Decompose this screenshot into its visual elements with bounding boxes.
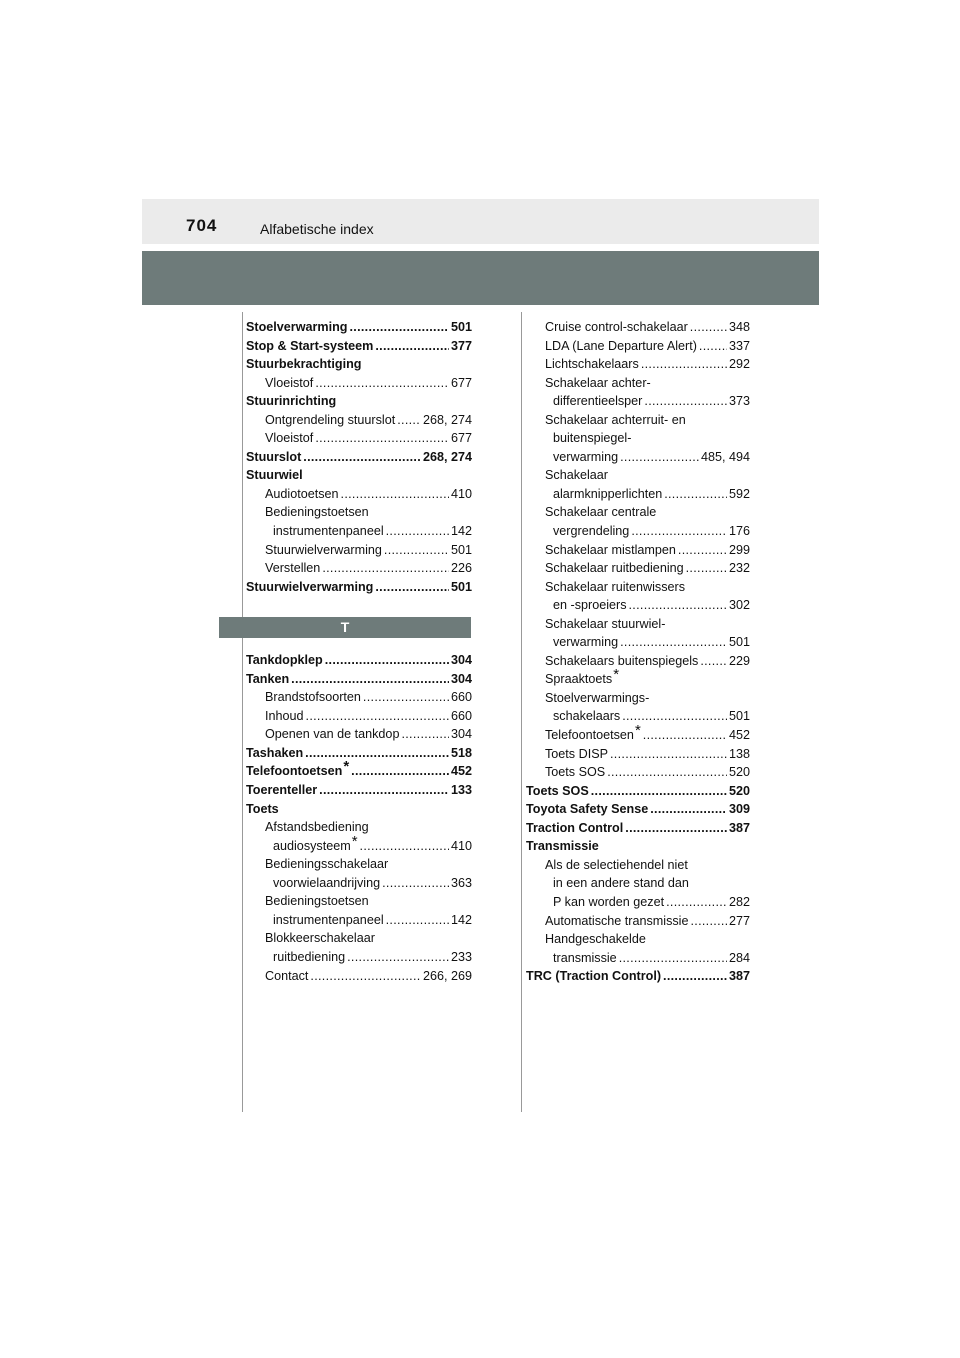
index-term: Toyota Safety Sense bbox=[526, 802, 649, 817]
dot-leader bbox=[629, 596, 727, 615]
index-term: transmissie bbox=[553, 950, 617, 965]
page-reference: 133 bbox=[450, 783, 472, 798]
dot-leader bbox=[386, 911, 449, 930]
index-group-t-continued bbox=[526, 318, 750, 986]
index-term: Als de selectiehendel niet bbox=[545, 857, 688, 872]
dot-leader bbox=[349, 318, 449, 337]
page-reference: 410 bbox=[450, 486, 472, 501]
index-term: Transmissie bbox=[526, 839, 599, 854]
dot-leader bbox=[631, 522, 727, 541]
index-entry bbox=[526, 355, 750, 374]
index-entry bbox=[246, 818, 472, 837]
page-reference: 660 bbox=[450, 690, 472, 705]
dot-leader bbox=[620, 633, 727, 652]
index-entry bbox=[526, 559, 750, 578]
index-term: Toets bbox=[246, 801, 279, 816]
dot-leader bbox=[666, 893, 727, 912]
header-band bbox=[142, 251, 819, 305]
page-reference: 138 bbox=[728, 746, 750, 761]
index-term: differentieelsper bbox=[553, 394, 643, 409]
index-term: Vloeistof bbox=[265, 431, 314, 446]
dot-leader bbox=[303, 448, 421, 467]
column-divider-middle bbox=[521, 312, 522, 1112]
index-entry bbox=[526, 930, 750, 949]
page-reference: 337 bbox=[728, 338, 750, 353]
dot-leader bbox=[384, 541, 449, 560]
index-entry bbox=[526, 503, 750, 522]
dot-leader bbox=[315, 374, 449, 393]
page-reference: 387 bbox=[728, 969, 750, 984]
index-term: Automatische transmissie bbox=[545, 913, 689, 928]
index-term: P kan worden gezet bbox=[553, 894, 665, 909]
page-reference: 677 bbox=[450, 431, 472, 446]
index-entry bbox=[526, 893, 750, 912]
dot-leader bbox=[620, 448, 699, 467]
dot-leader bbox=[363, 688, 449, 707]
index-entry bbox=[246, 485, 472, 504]
page-reference: 277 bbox=[728, 913, 750, 928]
index-term: Brandstofsoorten bbox=[265, 690, 361, 705]
index-entry bbox=[246, 670, 472, 689]
index-term: Telefoontoetsen bbox=[246, 764, 343, 779]
index-entry bbox=[246, 651, 472, 670]
index-entry bbox=[526, 485, 750, 504]
dot-leader bbox=[610, 745, 727, 764]
header-bar bbox=[142, 199, 819, 244]
dot-leader bbox=[678, 541, 727, 560]
page-reference: 232 bbox=[728, 561, 750, 576]
index-term: Stoelverwarming bbox=[246, 320, 348, 334]
dot-leader bbox=[386, 522, 449, 541]
page-reference: 501 bbox=[728, 709, 750, 724]
index-entry bbox=[526, 448, 750, 467]
dot-leader bbox=[700, 652, 727, 671]
index-term: Schakelaar stuurwiel- bbox=[545, 616, 666, 631]
page-reference: 268, 274 bbox=[422, 412, 472, 427]
index-term: Schakelaars buitenspiegels bbox=[545, 653, 699, 668]
asterisk-mark: * bbox=[343, 758, 350, 776]
index-term: audiosysteem bbox=[273, 838, 351, 853]
index-entry bbox=[526, 318, 750, 337]
index-term: verwarming bbox=[553, 635, 619, 650]
index-entry bbox=[246, 725, 472, 744]
index-entry bbox=[246, 832, 472, 856]
page-reference: 501 bbox=[728, 635, 750, 650]
index-entry bbox=[526, 837, 750, 856]
dot-leader bbox=[643, 726, 727, 745]
index-entry bbox=[526, 337, 750, 356]
index-term: Stuurwiel bbox=[246, 468, 303, 483]
index-entry bbox=[246, 948, 472, 967]
page-reference: 292 bbox=[728, 357, 750, 372]
index-term: Bedieningstoetsen bbox=[265, 894, 369, 909]
dot-leader bbox=[664, 485, 727, 504]
dot-leader bbox=[591, 782, 727, 801]
index-entry bbox=[526, 819, 750, 838]
dot-leader bbox=[690, 318, 727, 337]
index-entry bbox=[246, 503, 472, 522]
index-term: Cruise control-schakelaar bbox=[545, 320, 688, 334]
index-term: Stuurslot bbox=[246, 449, 302, 464]
dot-leader bbox=[341, 485, 449, 504]
index-term: Tanken bbox=[246, 671, 290, 686]
page-reference: 501 bbox=[450, 579, 472, 594]
dot-leader bbox=[375, 578, 449, 597]
index-entry bbox=[246, 929, 472, 948]
index-term: Telefoontoetsen bbox=[545, 728, 634, 743]
index-term: Stuurwielverwarming bbox=[265, 542, 382, 557]
index-term: Openen van de tankdop bbox=[265, 727, 400, 742]
index-term: Toets SOS bbox=[545, 765, 606, 780]
index-entry bbox=[246, 800, 472, 819]
page-reference: 233 bbox=[450, 949, 472, 964]
index-entry bbox=[526, 578, 750, 597]
asterisk-mark: * bbox=[634, 722, 641, 740]
index-entry bbox=[526, 411, 750, 430]
dot-leader bbox=[663, 967, 727, 986]
index-entry bbox=[246, 374, 472, 393]
index-entry bbox=[526, 596, 750, 615]
index-entry bbox=[246, 855, 472, 874]
dot-leader bbox=[315, 429, 449, 448]
index-entry bbox=[526, 745, 750, 764]
index-group-s bbox=[246, 318, 472, 596]
index-entry bbox=[246, 874, 472, 893]
index-entry bbox=[526, 949, 750, 968]
asterisk-mark: * bbox=[613, 666, 620, 684]
dot-leader bbox=[351, 762, 449, 781]
index-entry bbox=[246, 967, 472, 986]
index-term: Afstandsbediening bbox=[265, 820, 369, 835]
page-reference: 304 bbox=[450, 727, 472, 742]
index-term: Spraaktoets bbox=[545, 672, 613, 687]
page-reference: 142 bbox=[450, 912, 472, 927]
index-entry bbox=[526, 633, 750, 652]
page-reference: 485, 494 bbox=[700, 449, 750, 464]
index-term: Schakelaar bbox=[545, 468, 609, 483]
index-term: Tankdopklep bbox=[246, 653, 323, 668]
index-term: Tashaken bbox=[246, 745, 304, 760]
dot-leader bbox=[347, 948, 449, 967]
dot-leader bbox=[375, 337, 449, 356]
index-term: instrumentenpaneel bbox=[273, 524, 384, 539]
dot-leader bbox=[641, 355, 727, 374]
index-term: Bedieningsschakelaar bbox=[265, 857, 389, 872]
index-entry bbox=[526, 874, 750, 893]
index-term: Stuurbekrachtiging bbox=[246, 357, 362, 372]
index-entry bbox=[526, 392, 750, 411]
index-entry bbox=[526, 722, 750, 745]
index-entry bbox=[246, 337, 472, 356]
page-reference: 284 bbox=[728, 950, 750, 965]
page-reference: 348 bbox=[728, 320, 750, 334]
letter-divider-t: T bbox=[219, 617, 471, 638]
index-group-t bbox=[246, 651, 472, 985]
index-term: instrumentenpaneel bbox=[273, 912, 384, 927]
page-reference: 501 bbox=[450, 320, 472, 334]
dot-leader bbox=[619, 949, 727, 968]
page-reference: 410 bbox=[450, 838, 472, 853]
index-term: Lichtschakelaars bbox=[545, 357, 639, 372]
dot-leader bbox=[322, 559, 449, 578]
dot-leader bbox=[382, 874, 449, 893]
page-reference: 501 bbox=[450, 542, 472, 557]
page-reference: 176 bbox=[728, 524, 750, 539]
page-reference: 660 bbox=[450, 708, 472, 723]
index-term: vergrendeling bbox=[553, 524, 630, 539]
index-term: Ontgrendeling stuurslot bbox=[265, 412, 396, 427]
dot-leader bbox=[306, 707, 449, 726]
page-reference: 304 bbox=[450, 671, 472, 686]
index-entry bbox=[246, 688, 472, 707]
index-entry bbox=[246, 318, 472, 337]
index-entry bbox=[246, 448, 472, 467]
dot-leader bbox=[699, 337, 727, 356]
index-entry bbox=[246, 355, 472, 374]
dot-leader bbox=[690, 912, 727, 931]
page-reference: 299 bbox=[728, 542, 750, 557]
page-reference: 677 bbox=[450, 375, 472, 390]
index-term: Schakelaar achter- bbox=[545, 375, 651, 390]
page-reference: 520 bbox=[728, 783, 750, 798]
index-entry bbox=[246, 578, 472, 597]
index-entry bbox=[246, 466, 472, 485]
index-entry bbox=[526, 522, 750, 541]
index-entry bbox=[526, 856, 750, 875]
section-title: Alfabetische index bbox=[260, 221, 374, 237]
index-term: Contact bbox=[265, 968, 309, 983]
index-entry bbox=[246, 744, 472, 763]
index-entry bbox=[526, 541, 750, 560]
index-term: Schakelaar achterruit- en bbox=[545, 412, 686, 427]
index-entry bbox=[246, 392, 472, 411]
dot-leader bbox=[360, 837, 449, 856]
index-term: Schakelaar centrale bbox=[545, 505, 657, 520]
index-column-right bbox=[526, 318, 750, 986]
index-term: Traction Control bbox=[526, 820, 624, 835]
page-reference: 229 bbox=[728, 653, 750, 668]
index-term: Bedieningstoetsen bbox=[265, 505, 369, 520]
index-term: Audiotoetsen bbox=[265, 486, 339, 501]
index-term: verwarming bbox=[553, 449, 619, 464]
page-number: 704 bbox=[186, 216, 218, 235]
index-entry bbox=[246, 429, 472, 448]
page-reference: 373 bbox=[728, 394, 750, 409]
index-term: ruitbediening bbox=[273, 949, 346, 964]
dot-leader bbox=[625, 819, 727, 838]
index-entry bbox=[526, 374, 750, 393]
page-reference: 302 bbox=[728, 598, 750, 613]
index-entry bbox=[526, 912, 750, 931]
asterisk-mark: * bbox=[351, 832, 358, 850]
page-reference: 226 bbox=[450, 561, 472, 576]
index-entry bbox=[526, 689, 750, 708]
index-entry bbox=[526, 666, 750, 689]
index-entry bbox=[526, 652, 750, 671]
index-term: Verstellen bbox=[265, 561, 321, 576]
index-entry bbox=[246, 781, 472, 800]
index-term: Inhoud bbox=[265, 708, 304, 723]
index-term: buitenspiegel- bbox=[553, 431, 632, 446]
index-term: en -sproeiers bbox=[553, 598, 627, 613]
index-term: Toerenteller bbox=[246, 783, 318, 798]
index-term: Stuurinrichting bbox=[246, 394, 337, 409]
index-entry bbox=[526, 763, 750, 782]
index-entry bbox=[246, 522, 472, 541]
index-entry bbox=[246, 758, 472, 781]
page-reference: 282 bbox=[728, 894, 750, 909]
page-reference: 452 bbox=[450, 764, 472, 779]
index-term: Schakelaar ruitbediening bbox=[545, 561, 684, 576]
index-term: Schakelaar ruitenwissers bbox=[545, 579, 685, 594]
dot-leader bbox=[644, 392, 727, 411]
dot-leader bbox=[310, 967, 421, 986]
index-term: in een andere stand dan bbox=[553, 876, 689, 891]
page-reference: 142 bbox=[450, 524, 472, 539]
index-entry bbox=[246, 559, 472, 578]
index-term: LDA (Lane Departure Alert) bbox=[545, 338, 697, 353]
index-term: Handgeschakelde bbox=[545, 932, 646, 947]
index-term: schakelaars bbox=[553, 709, 621, 724]
index-entry bbox=[246, 411, 472, 430]
page-reference: 377 bbox=[450, 338, 472, 353]
dot-leader bbox=[401, 725, 449, 744]
dot-leader bbox=[607, 763, 727, 782]
index-term: Stuurwielverwarming bbox=[246, 579, 374, 594]
index-entry bbox=[526, 466, 750, 485]
index-term: Toets DISP bbox=[545, 746, 608, 761]
index-term: Blokkeerschakelaar bbox=[265, 931, 375, 946]
dot-leader bbox=[686, 559, 727, 578]
index-entry bbox=[526, 615, 750, 634]
index-entry bbox=[246, 911, 472, 930]
dot-leader bbox=[397, 411, 421, 430]
dot-leader bbox=[319, 781, 449, 800]
dot-leader bbox=[291, 670, 449, 689]
dot-leader bbox=[650, 800, 727, 819]
index-entry bbox=[246, 892, 472, 911]
index-entry bbox=[526, 967, 750, 986]
page-reference: 304 bbox=[450, 653, 472, 668]
index-entry bbox=[526, 782, 750, 801]
page-reference: 266, 269 bbox=[422, 968, 472, 983]
index-column-left bbox=[246, 318, 472, 985]
page-reference: 387 bbox=[728, 820, 750, 835]
page-reference: 452 bbox=[728, 728, 750, 743]
page-reference: 520 bbox=[728, 765, 750, 780]
index-term: Toets SOS bbox=[526, 783, 589, 798]
index-entry bbox=[246, 541, 472, 560]
index-term: voorwielaandrijving bbox=[273, 875, 381, 890]
index-entry bbox=[246, 707, 472, 726]
index-entry bbox=[526, 800, 750, 819]
page-reference: 592 bbox=[728, 486, 750, 501]
index-term: Stop & Start-systeem bbox=[246, 338, 374, 353]
index-term: Schakelaar mistlampen bbox=[545, 542, 676, 557]
page-reference: 309 bbox=[728, 802, 750, 817]
dot-leader bbox=[305, 744, 449, 763]
index-entry bbox=[526, 429, 750, 448]
index-term: alarmknipperlichten bbox=[553, 486, 663, 501]
column-divider-left bbox=[242, 312, 243, 1112]
index-term: TRC (Traction Control) bbox=[526, 969, 662, 984]
index-term: Stoelverwarmings- bbox=[545, 690, 650, 705]
page-reference: 268, 274 bbox=[422, 449, 472, 464]
page-reference: 518 bbox=[450, 745, 472, 760]
page-reference: 363 bbox=[450, 875, 472, 890]
index-term: Vloeistof bbox=[265, 375, 314, 390]
dot-leader bbox=[325, 651, 449, 670]
